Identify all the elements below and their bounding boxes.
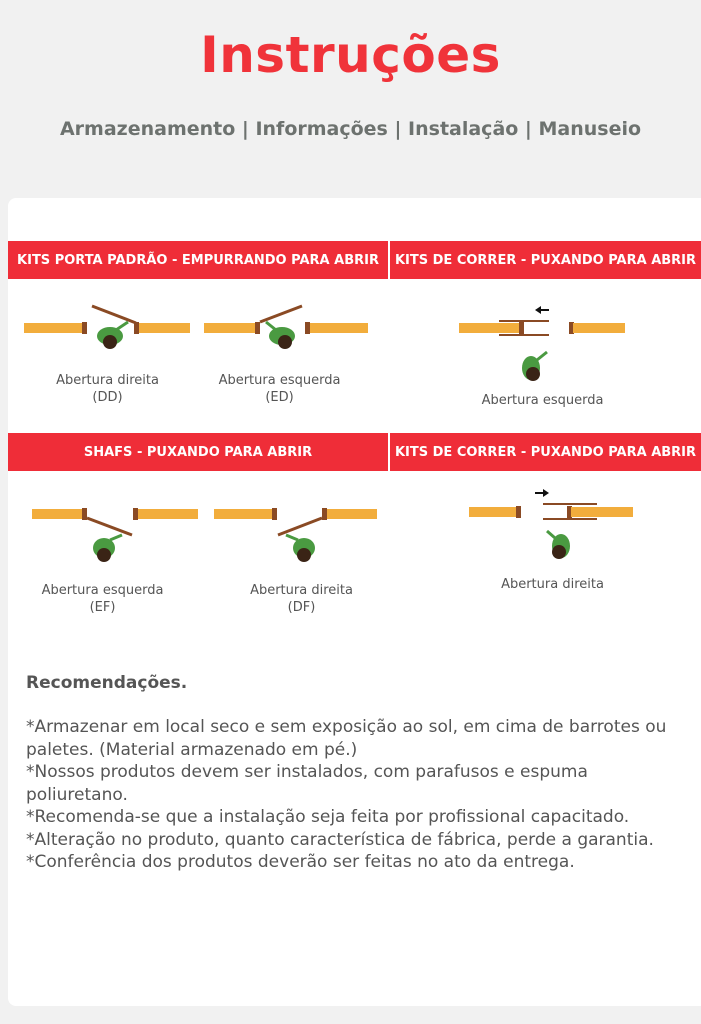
- door-leaf: [87, 518, 132, 535]
- door-diagram-dd: [20, 298, 192, 358]
- person-icon: [286, 535, 315, 562]
- recommendation-item: *Conferência dos produtos deverão ser feitas no ato da entrega.: [26, 852, 575, 872]
- person-icon: [522, 352, 547, 381]
- door-leaf: [260, 306, 302, 322]
- door-leaf: [92, 306, 136, 323]
- person-icon: [97, 322, 128, 349]
- arrow-right-icon: [535, 489, 549, 497]
- wall-left: [24, 323, 84, 333]
- recommendations-title: Recomendações.: [26, 673, 188, 693]
- caption-ef: Abertura esquerda (EF): [41, 583, 164, 615]
- recommendation-item: *Armazenar em local seco e sem exposição ao sol, em cima de barrotes ou paletes. (Material armazenado em pé.): [26, 717, 667, 760]
- section-band-correr-2: KITS DE CORRER - PUXANDO PARA ABRIR: [390, 433, 701, 471]
- wall-right: [136, 323, 190, 333]
- person-icon: [547, 531, 570, 559]
- section-band-correr-1: KITS DE CORRER - PUXANDO PARA ABRIR: [390, 241, 701, 279]
- caption-dd: Abertura direita (DD): [56, 373, 159, 405]
- page-title: Instruções: [200, 26, 501, 84]
- caption-correr-esquerda: Abertura esquerda: [481, 393, 604, 408]
- shaft-diagram-ef: [28, 500, 203, 575]
- sliding-diagram-right: [465, 484, 640, 569]
- caption-correr-direita: Abertura direita: [501, 577, 604, 592]
- section-band-shafs: SHAFS - PUXANDO PARA ABRIR: [8, 433, 388, 471]
- section-band-porta-padrao: KITS PORTA PADRÃO - EMPURRANDO PARA ABRIR: [8, 241, 388, 279]
- recommendation-item: *Recomenda-se que a instalação seja feita por profissional capacitado.: [26, 807, 630, 827]
- caption-df: Abertura direita (DF): [250, 583, 353, 615]
- person-icon: [266, 322, 295, 349]
- page-subtitle: Armazenamento | Informações | Instalação | Manuseio: [59, 118, 642, 140]
- door-diagram-ed: [200, 298, 372, 358]
- door-jamb: [82, 322, 87, 334]
- caption-ed: Abertura esquerda (ED): [218, 373, 341, 405]
- recommendation-item: *Nossos produtos devem ser instalados, com parafusos e espuma poliuretano.: [26, 762, 588, 805]
- shaft-diagram-df: [210, 500, 382, 575]
- arrow-left-icon: [535, 306, 549, 314]
- recommendation-item: *Alteração no produto, quanto característica de fábrica, perde a garantia.: [26, 829, 654, 850]
- person-icon: [93, 535, 122, 562]
- door-leaf: [278, 518, 322, 535]
- sliding-diagram-left: [455, 300, 630, 390]
- recommendations-list: [26, 716, 686, 874]
